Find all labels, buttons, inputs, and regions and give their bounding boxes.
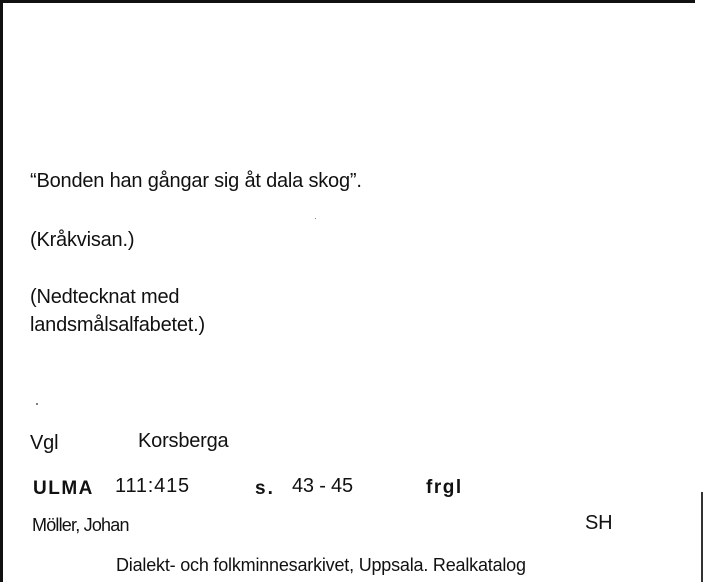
card-subtitle: (Kråkvisan.)	[30, 229, 135, 251]
region-code: Vgl	[30, 432, 59, 454]
scan-speck	[36, 403, 38, 405]
scan-speck	[315, 218, 316, 219]
card-title: “Bonden han gångar sig åt dala skog”.	[30, 170, 362, 192]
card-footer: Dialekt- och folkminnesarkivet, Uppsala. Realkatalog	[116, 555, 526, 575]
card-left-border	[0, 0, 3, 582]
archive-code: ULMA	[33, 478, 94, 499]
archive-reference: 111:415	[115, 475, 190, 497]
signature-initials: SH	[585, 512, 613, 534]
note-line: landsmålsalfabetet.)	[30, 314, 205, 336]
card-top-border	[0, 0, 695, 3]
place-name: Korsberga	[138, 430, 229, 452]
page-label: s.	[255, 478, 275, 499]
author-name: Möller, Johan	[32, 515, 129, 535]
card-right-edge	[701, 492, 703, 582]
page-range: 43 - 45	[292, 475, 353, 497]
card-note	[30, 283, 290, 339]
note-line: (Nedtecknat med	[30, 286, 180, 308]
category-code: frgl	[426, 477, 463, 498]
